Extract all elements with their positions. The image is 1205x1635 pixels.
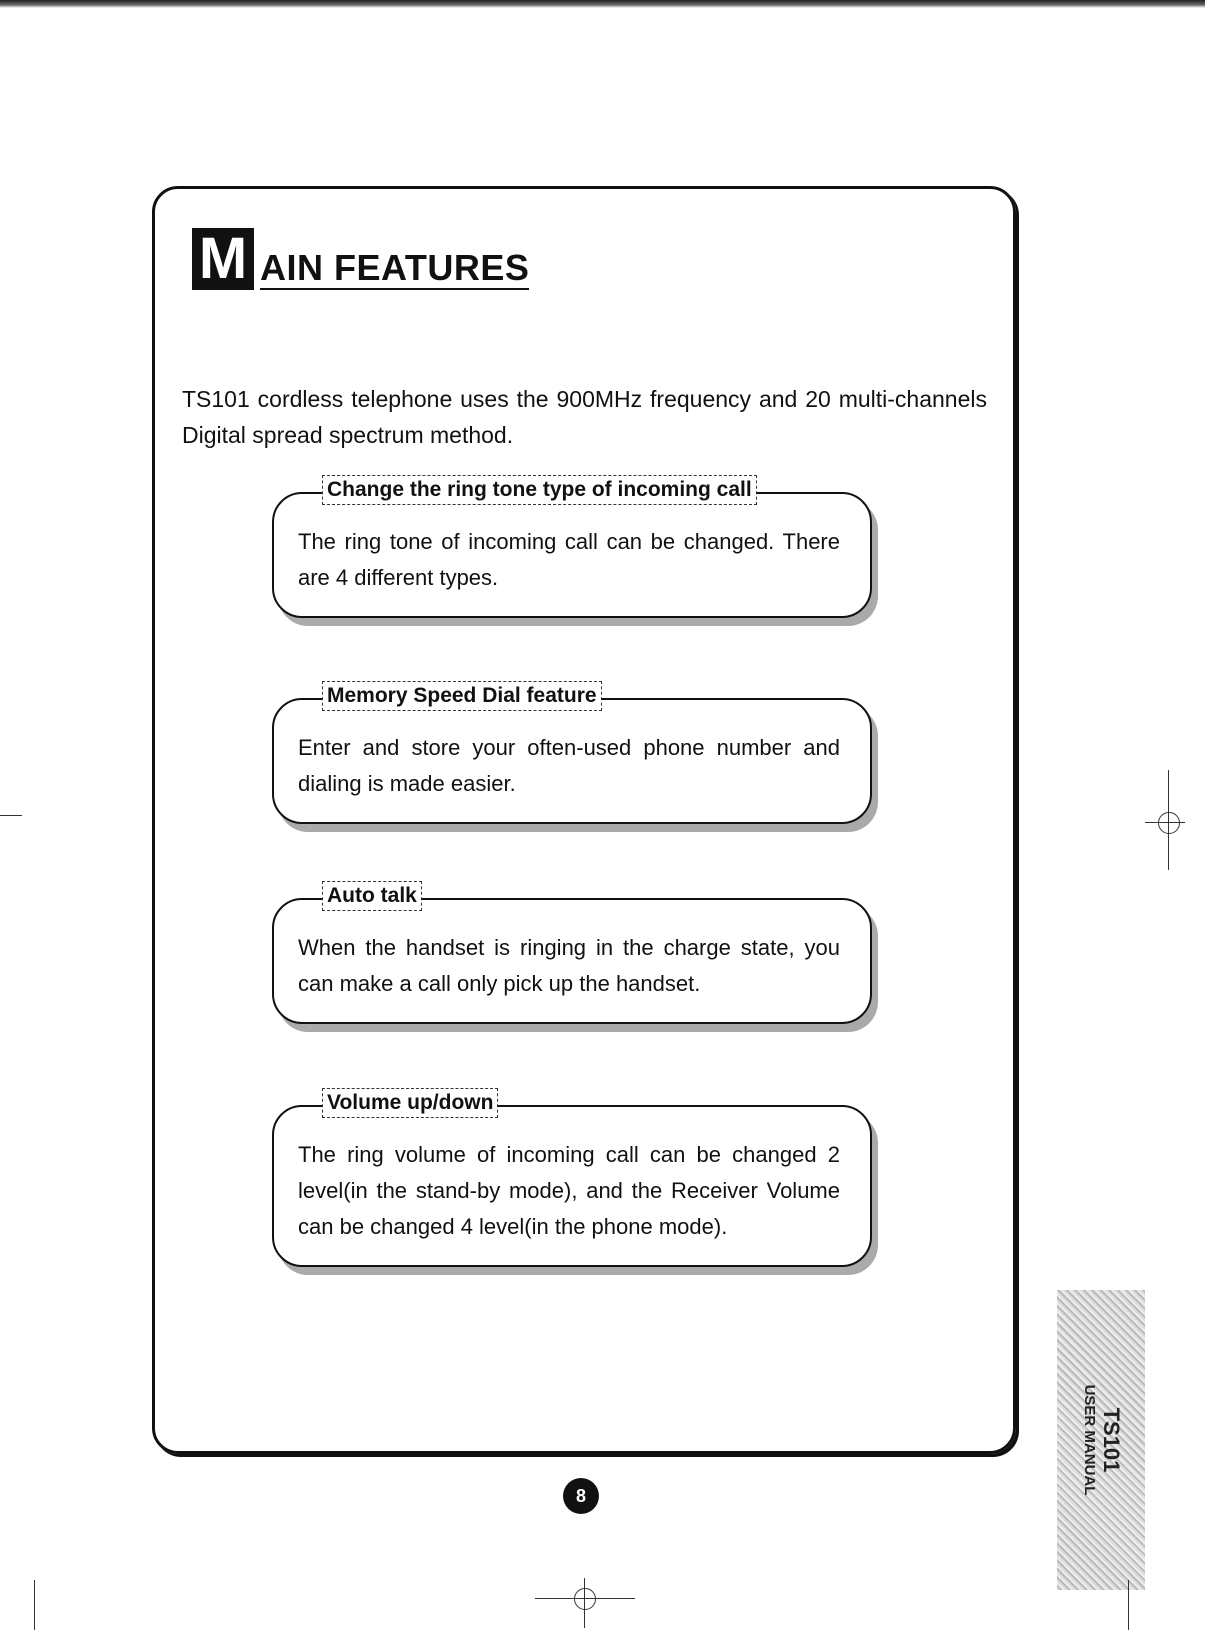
heading-text: AIN FEATURES (260, 247, 530, 288)
registration-mark-bottom-vertical (584, 1578, 585, 1628)
feature-box-ring-tone (272, 478, 872, 618)
feature-text: The ring tone of incoming call can be changed. There are 4 different types. (298, 529, 840, 590)
feature-title: Memory Speed Dial feature (322, 681, 602, 711)
registration-circle-right (1158, 812, 1180, 834)
feature-text: When the handset is ringing in the charge state, you can make a call only pick up the handset. (298, 935, 840, 996)
registration-mark-left (0, 815, 22, 816)
side-tab-subtitle: USER MANUAL (1081, 1384, 1098, 1496)
crop-mark-bottom-left (34, 1580, 35, 1630)
feature-text: Enter and store your often-used phone number and dialing is made easier. (298, 735, 840, 796)
feature-title: Auto talk (322, 881, 422, 911)
heading-drop-cap: M (192, 228, 254, 290)
top-scan-rule (0, 0, 1205, 8)
side-tab (1057, 1290, 1145, 1590)
registration-circle-bottom (574, 1588, 596, 1610)
feature-box-auto-talk (272, 884, 872, 1024)
feature-title: Change the ring tone type of incoming call (322, 475, 757, 505)
side-tab-text (1079, 1385, 1123, 1496)
feature-box-volume (272, 1091, 872, 1267)
intro-paragraph: TS101 cordless telephone uses the 900MHz frequency and 20 multi-channels Digital spread spectrum method. (182, 386, 987, 448)
crop-mark-bottom-right (1128, 1580, 1129, 1630)
feature-box-speed-dial (272, 684, 872, 824)
feature-text: The ring volume of incoming call can be changed 2 level(in the stand-by mode), and the Receiver Volume can be changed 4 level(in the phone mode). (298, 1142, 840, 1239)
page-number: 8 (563, 1478, 599, 1514)
section-heading (192, 228, 529, 290)
side-tab-title: TS101 (1099, 1407, 1124, 1473)
feature-title: Volume up/down (322, 1088, 498, 1118)
